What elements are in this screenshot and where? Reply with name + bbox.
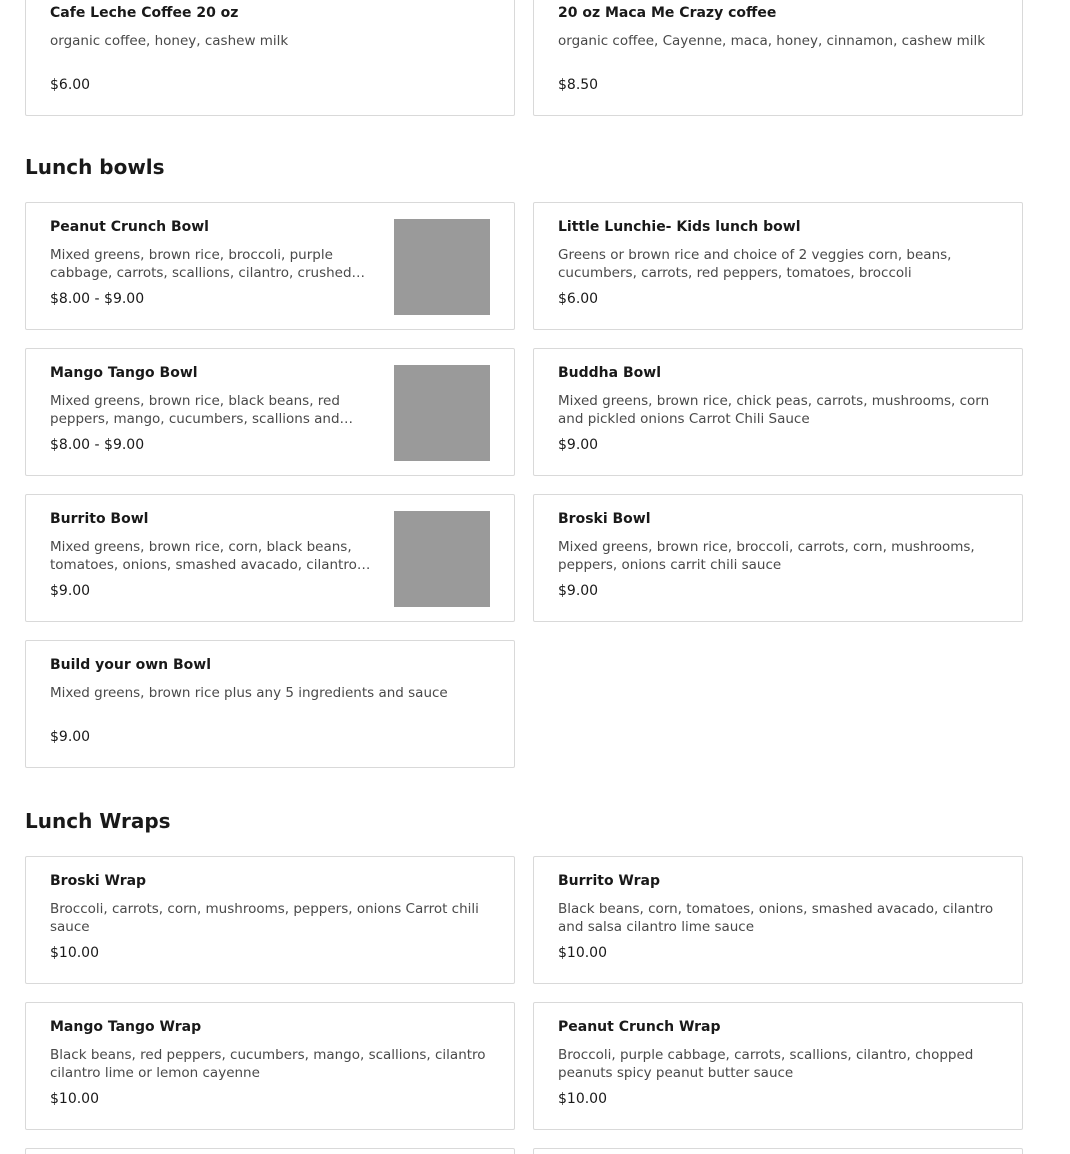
menu-item-card[interactable] [25, 856, 515, 984]
menu-item-card[interactable] [25, 1148, 515, 1154]
item-image-placeholder [394, 219, 490, 315]
item-price: $9.00 [50, 583, 91, 599]
item-description: Broccoli, purple cabbage, carrots, scallions, cilantro, chopped peanuts spicy peanut butter sauce [558, 1047, 974, 1081]
item-description: Mixed greens, brown rice, black beans, red peppers, mango, cucumbers, scallions and [50, 393, 340, 427]
item-name: Buddha Bowl [558, 365, 661, 381]
menu-item-card[interactable] [25, 202, 515, 330]
item-price: $8.00 - $9.00 [50, 291, 145, 307]
item-name: Peanut Crunch Wrap [558, 1019, 721, 1035]
item-price: $9.00 [558, 437, 599, 453]
item-price: $10.00 [558, 1091, 607, 1107]
item-description: Mixed greens, brown rice, chick peas, carrots, mushrooms, corn and pickled onions Carrot Chili Sauce [558, 393, 990, 427]
item-description: Mixed greens, brown rice, broccoli, purple cabbage, carrots, scallions, cilantro, crushed [50, 247, 352, 281]
item-description: Mixed greens, brown rice plus any 5 ingredients and sauce [50, 685, 448, 701]
item-description: Black beans, corn, tomatoes, onions, smashed avacado, cilantro and salsa cilantro lime sauce [558, 901, 994, 935]
item-name: Broski Wrap [50, 873, 147, 889]
item-name: Burrito Wrap [558, 873, 660, 889]
menu-item-card[interactable] [25, 348, 515, 476]
menu-item-card[interactable] [25, 1002, 515, 1130]
menu-item-card[interactable] [533, 856, 1023, 984]
menu-item-card[interactable] [533, 1002, 1023, 1130]
item-image-placeholder [394, 511, 490, 607]
item-price: $6.00 [50, 77, 91, 93]
item-price: $6.00 [558, 291, 599, 307]
item-price: $10.00 [558, 945, 607, 961]
item-description: Broccoli, carrots, corn, mushrooms, peppers, onions Carrot chili sauce [50, 901, 479, 935]
menu-item-card[interactable] [25, 0, 515, 116]
menu-item-card[interactable] [533, 494, 1023, 622]
item-name: Little Lunchie- Kids lunch bowl [558, 219, 801, 235]
item-description: Mixed greens, brown rice, broccoli, carrots, corn, mushrooms, peppers, onions carrit chili sauce [558, 539, 975, 573]
menu-item-card[interactable] [25, 494, 515, 622]
item-price: $10.00 [50, 945, 99, 961]
menu-item-card[interactable] [533, 0, 1023, 116]
item-price: $9.00 [558, 583, 599, 599]
item-price: $9.00 [50, 729, 91, 745]
section-title: Lunch Wraps [25, 809, 171, 833]
item-price: $8.50 [558, 77, 599, 93]
menu-item-card[interactable] [25, 640, 515, 768]
item-description: Greens or brown rice and choice of 2 veggies corn, beans, cucumbers, carrots, red peppers, tomatoes, broccoli [558, 247, 952, 281]
item-description: Black beans, red peppers, cucumbers, mango, scallions, cilantro cilantro lime or lemon cayenne [50, 1047, 486, 1081]
section-title: Lunch bowls [25, 155, 165, 179]
item-name: Mango Tango Wrap [50, 1019, 202, 1035]
item-description: Mixed greens, brown rice, corn, black beans, tomatoes, onions, smashed avacado, cilantro [50, 539, 357, 573]
menu-item-card[interactable] [533, 202, 1023, 330]
item-price: $8.00 - $9.00 [50, 437, 145, 453]
item-image-placeholder [394, 365, 490, 461]
item-name: Build your own Bowl [50, 657, 212, 673]
item-price: $10.00 [50, 1091, 99, 1107]
item-name: Mango Tango Bowl [50, 365, 198, 381]
item-name: Peanut Crunch Bowl [50, 219, 209, 235]
item-description: organic coffee, Cayenne, maca, honey, cinnamon, cashew milk [558, 33, 986, 49]
menu-item-card[interactable] [533, 1148, 1023, 1154]
item-description: organic coffee, honey, cashew milk [50, 33, 289, 49]
menu-item-card[interactable] [533, 348, 1023, 476]
item-name: Burrito Bowl [50, 511, 149, 527]
item-name: Broski Bowl [558, 511, 651, 527]
item-name: Cafe Leche Coffee 20 oz [50, 5, 239, 21]
item-name: 20 oz Maca Me Crazy coffee [558, 5, 777, 21]
